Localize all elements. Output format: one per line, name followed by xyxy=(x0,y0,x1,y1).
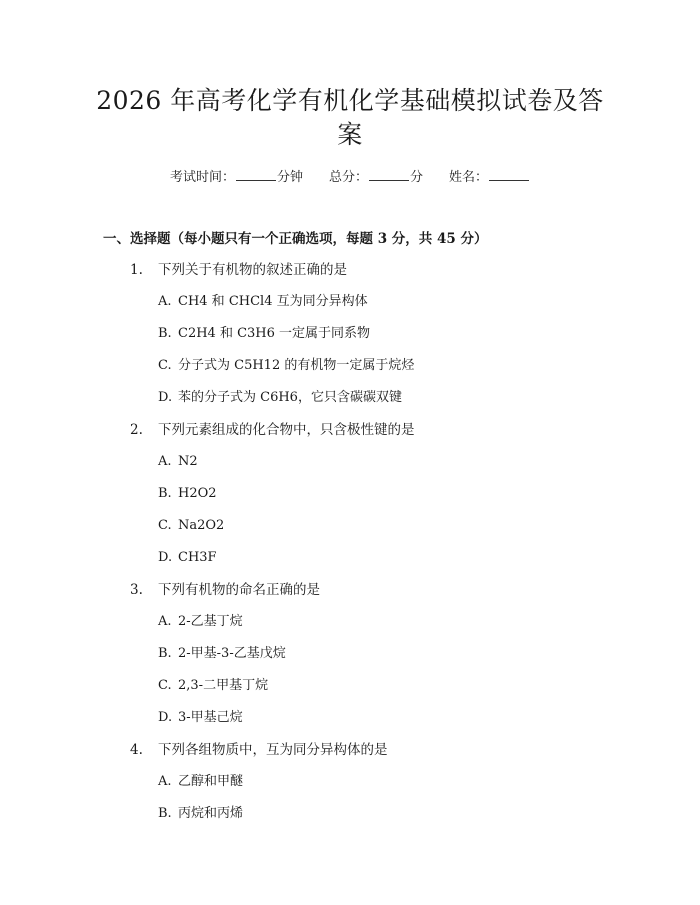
question-2 xyxy=(130,420,415,440)
name-label: 姓名： xyxy=(449,170,489,185)
question-4-option-b[interactable] xyxy=(158,804,243,824)
exam-title-line1: 2026 年高考化学有机化学基础模拟试卷及答 xyxy=(96,86,604,115)
option-text: 乙醇和甲醚 xyxy=(178,774,244,789)
option-text: 2-甲基-3-乙基戊烷 xyxy=(178,646,286,661)
exam-time-field xyxy=(170,170,303,185)
question-4 xyxy=(130,740,388,760)
option-letter: A. xyxy=(158,294,172,309)
option-text: CH4 和 CHCl4 互为同分异构体 xyxy=(178,294,368,309)
exam-time-unit: 分钟 xyxy=(276,170,303,185)
question-4-option-a[interactable] xyxy=(158,772,243,792)
question-text: 下列元素组成的化合物中，只含极性键的是 xyxy=(158,422,415,438)
option-text: 3-甲基己烷 xyxy=(178,710,243,725)
option-letter: D. xyxy=(158,550,173,565)
option-text: 丙烷和丙烯 xyxy=(178,806,244,821)
exam-time-blank[interactable] xyxy=(236,168,276,181)
section-heading: 一、选择题（每小题只有一个正确选项，每题 3 分，共 45 分） xyxy=(103,231,488,247)
option-letter: A. xyxy=(158,614,172,629)
option-letter: D. xyxy=(158,390,173,405)
option-text: 2-乙基丁烷 xyxy=(178,614,243,629)
option-letter: A. xyxy=(158,454,172,469)
question-3-option-b[interactable] xyxy=(158,644,286,664)
question-3-option-a[interactable] xyxy=(158,612,243,632)
question-1 xyxy=(130,260,347,280)
option-letter: C. xyxy=(158,358,172,373)
question-1-option-d[interactable] xyxy=(158,388,402,408)
exam-meta xyxy=(0,168,700,188)
option-text: CH3F xyxy=(178,550,217,565)
total-score-field xyxy=(329,170,423,185)
option-text: H2O2 xyxy=(178,486,217,501)
question-2-option-a[interactable] xyxy=(158,452,198,472)
option-letter: C. xyxy=(158,678,172,693)
total-score-label: 总分： xyxy=(328,170,368,185)
question-text: 下列各组物质中，互为同分异构体的是 xyxy=(158,742,388,758)
option-text: 分子式为 C5H12 的有机物一定属于烷烃 xyxy=(178,358,415,373)
option-letter: B. xyxy=(158,326,172,341)
question-number: 3. xyxy=(130,582,143,598)
option-letter: B. xyxy=(158,806,172,821)
total-score-unit: 分 xyxy=(410,170,424,185)
question-number: 2. xyxy=(130,422,143,438)
option-letter: B. xyxy=(158,486,172,501)
option-letter: B. xyxy=(158,646,172,661)
question-text: 下列关于有机物的叙述正确的是 xyxy=(158,262,347,278)
question-1-option-a[interactable] xyxy=(158,292,368,312)
option-text: N2 xyxy=(178,454,198,469)
question-text: 下列有机物的命名正确的是 xyxy=(158,582,320,598)
total-score-blank[interactable] xyxy=(369,168,409,181)
option-letter: D. xyxy=(158,710,173,725)
question-1-option-c[interactable] xyxy=(158,356,414,376)
option-text: Na2O2 xyxy=(178,518,225,533)
question-number: 1. xyxy=(130,262,143,278)
option-letter: C. xyxy=(158,518,172,533)
question-2-option-b[interactable] xyxy=(158,484,217,504)
question-2-option-d[interactable] xyxy=(158,548,217,568)
option-text: 苯的分子式为 C6H6，它只含碳碳双键 xyxy=(178,390,402,405)
option-letter: A. xyxy=(158,774,172,789)
question-3-option-d[interactable] xyxy=(158,708,243,728)
name-blank[interactable] xyxy=(489,168,529,181)
question-3-option-c[interactable] xyxy=(158,676,268,696)
question-2-option-c[interactable] xyxy=(158,516,224,536)
exam-title xyxy=(60,84,640,152)
question-3 xyxy=(130,580,320,600)
exam-time-label: 考试时间： xyxy=(169,170,235,185)
question-1-option-b[interactable] xyxy=(158,324,370,344)
question-number: 4. xyxy=(130,742,143,758)
name-field xyxy=(449,170,530,185)
exam-title-line2: 案 xyxy=(337,120,363,149)
option-text: C2H4 和 C3H6 一定属于同系物 xyxy=(178,326,371,341)
option-text: 2,3-二甲基丁烷 xyxy=(178,678,269,693)
